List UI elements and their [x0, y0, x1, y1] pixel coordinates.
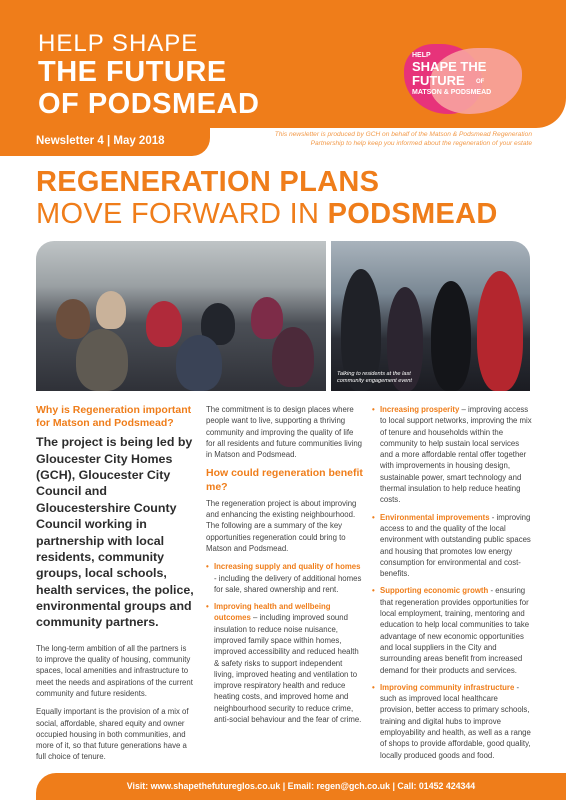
bullet-title: Increasing prosperity	[380, 405, 460, 414]
headline-line-2-part-2: PODSMEAD	[327, 198, 498, 230]
footer-contact-bar	[36, 773, 566, 800]
photo-figure	[477, 271, 523, 391]
bullet-text: – improving access to local support networks, improving the mix of tenure and households within the community to help sustain local services and a more affordable rental offer together with improvements in housing design, sustainable power, smart technology and thermal insulation to help reduce heating costs.	[380, 405, 532, 505]
logo-text-help: HELP	[412, 52, 431, 59]
photo-figure	[76, 329, 128, 391]
headline-line-2-part-1: MOVE FORWARD IN	[36, 198, 328, 230]
column-3	[372, 404, 532, 767]
benefit-bullet	[372, 682, 532, 761]
headline-line-2	[36, 198, 498, 231]
photo-figure	[56, 299, 90, 339]
bullet-text: - improving access to and the quality of the local environment with outstanding public spaces and housing that promotes low energy consumption for environmental and cost-benefits.	[380, 512, 531, 579]
paragraph: The regeneration project is about improving and enhancing the existing neighbourhood. The following are a summary of the key opportunities regeneration could bring to Matson and Podsmead.	[206, 498, 357, 553]
headline-line-1: REGENERATION PLANS	[36, 166, 380, 198]
header-line-2: THE FUTURE	[38, 56, 227, 88]
bullet-title: Increasing supply and quality of homes	[214, 562, 361, 572]
bullet-text: – including improved sound insulation to reduce noise nuisance, improved family space within homes, improved accessibility and reduced health & safety risks to support independent living, improved heating and ventilation to improve respiratory health and reduce heating costs, and improved home and neighbourhood security to reduce crime, anti-social behaviour and the fear of crime.	[214, 613, 362, 725]
photo-figure	[251, 297, 283, 339]
benefit-bullet	[206, 561, 364, 595]
photo-figure	[146, 301, 182, 347]
header-banner	[0, 0, 566, 128]
bullet-title: Improving health and wellbeing outcomes	[214, 602, 331, 623]
paragraph: The long-term ambition of all the partners is to improve the quality of housing, community spaces, local amenities and infrastructure to meet the needs and aspirations of the current community and future residents.	[36, 643, 193, 698]
bullet-title: Environmental improvements	[380, 512, 490, 522]
header-line-3: OF PODSMEAD	[38, 88, 260, 120]
bullet-title: Supporting economic growth	[380, 586, 489, 596]
bullet-title: Improving community infrastructure	[380, 682, 515, 692]
column-1	[36, 404, 194, 770]
benefit-bullet	[206, 601, 364, 725]
logo-text-future: FUTURE	[412, 73, 465, 88]
help-shape-the-future-logo	[404, 42, 522, 116]
lead-paragraph: The project is being led by Gloucester City Homes (GCH), Gloucester City Council and Gloucestershire County Council working in partnership with local residents, community groups, local schools, health services, the police, environmental groups and community partners.	[36, 435, 194, 630]
header-line-1: HELP SHAPE	[38, 30, 199, 57]
benefit-bullet	[372, 512, 532, 580]
producer-note: This newsletter is produced by GCH on behalf of the Matson & Podsmead Regeneration Partnership to help keep you informed about the regeneration of your estate	[274, 131, 532, 147]
photo-community-meeting	[36, 241, 326, 391]
newsletter-tab	[0, 128, 210, 156]
photo-figure	[176, 335, 222, 391]
logo-text-place: MATSON & PODSMEAD	[412, 89, 492, 96]
paragraph: Equally important is the provision of a mix of social, affordable, shared equity and owner occupied housing in both communities, and more of it, so that future generations have a full choice of tenure.	[36, 707, 189, 762]
logo-text-shape: SHAPE THE	[412, 59, 487, 74]
bullet-text: - such as improved local healthcare provision, better access to primary schools, training and digital hubs to improve employability and health, as well as a range of shops to provide affordable, good quality, locally produced goods and food.	[380, 682, 531, 760]
logo-text-of: OF	[476, 79, 485, 85]
bullet-text: - including the delivery of additional homes for sale, shared ownership and rent.	[214, 573, 362, 594]
benefit-bullet	[372, 404, 532, 506]
photo-figure	[272, 327, 314, 387]
photo-figure	[96, 291, 126, 329]
benefit-bullet	[372, 585, 532, 675]
column-2	[206, 404, 364, 731]
question-how-benefit: How could regeneration benefit me?	[206, 467, 363, 493]
paragraph: The commitment is to design places where people want to live, supporting a thriving community and improving the quality of life for all residents and future communities living in Matson and Podsmead.	[206, 405, 363, 460]
photo-consultation-event	[331, 241, 530, 391]
bullet-text: - ensuring that regeneration provides opportunities for local employment, training, mentoring and education to help local communities to take advantage of new economic opportunities and local suppliers in the City and surrounding areas benefit from increased demand for their products and services.	[380, 586, 530, 675]
photo-caption: Talking to residents at the last community engagement event	[337, 371, 412, 385]
footer-contact-text: Visit: www.shapethefutureglos.co.uk | Email: regen@gch.co.uk | Call: 01452 424344	[126, 781, 476, 791]
newsletter-issue: Newsletter 4 | May 2018	[36, 135, 165, 147]
photo-figure	[431, 281, 471, 391]
question-why-regeneration: Why is Regeneration important for Matson and Podsmead?	[36, 404, 192, 430]
